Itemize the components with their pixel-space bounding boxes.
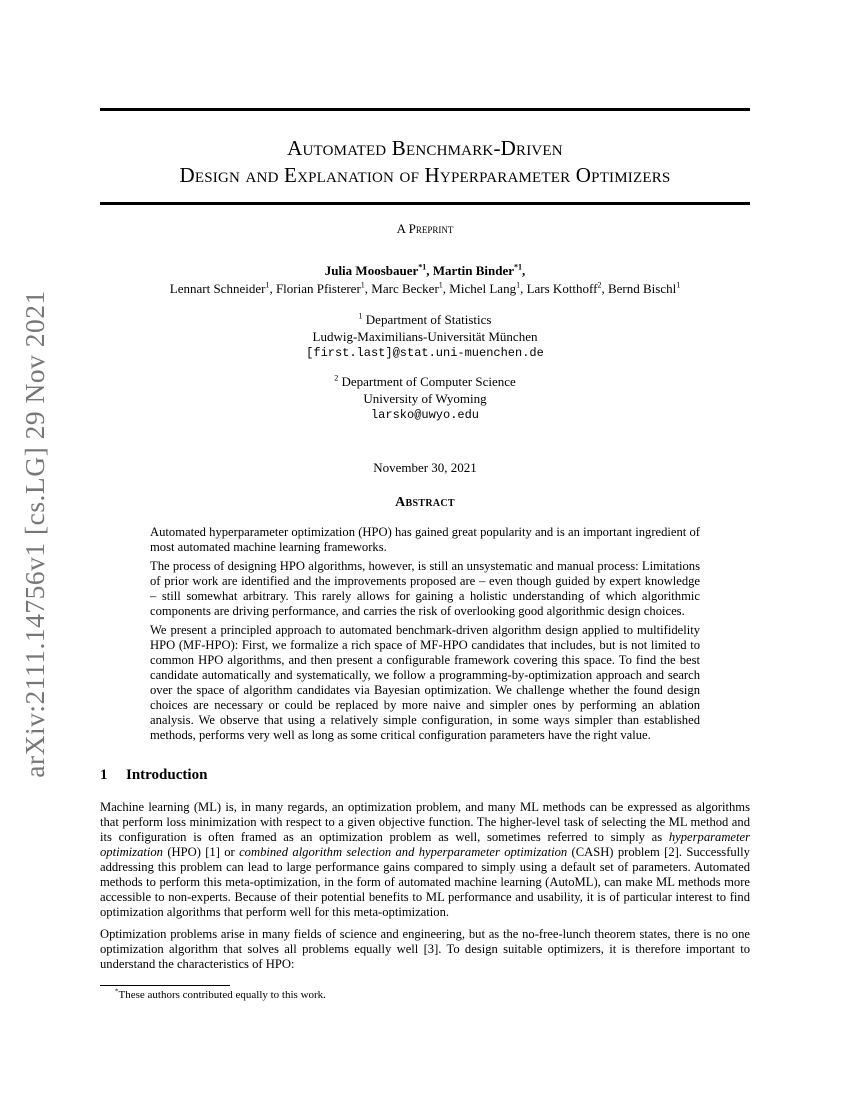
preprint-label: A Preprint bbox=[396, 221, 454, 236]
section-title: Introduction bbox=[126, 767, 208, 783]
footnote bbox=[115, 989, 326, 1001]
author-separator: , bbox=[442, 281, 450, 296]
affiliation-institution: University of Wyoming bbox=[363, 391, 487, 406]
affiliation-mark: 1 bbox=[358, 311, 363, 321]
author-mark: 2 bbox=[597, 280, 602, 290]
author-name: Bernd Bischl bbox=[607, 281, 677, 296]
body-paragraph bbox=[100, 800, 750, 920]
footnote-mark: * bbox=[115, 987, 119, 996]
affiliation-dept: Department of Computer Science bbox=[341, 374, 516, 389]
author-mark: 1 bbox=[516, 280, 521, 290]
body-text-run: (CASH) problem [2]. Successfully addressing this problem can lead to large performance gains compared to simply using a default set of parameters. Automated methods to perform this meta-optimization, in the form of automated machine learning (AutoML), can make ML methods more accessible to non-experts. Because of their potential benefits to ML performance and usability, it is of particular interest to find optimization algorithms that perform well for this meta-optimization. bbox=[100, 845, 750, 919]
author-separator: , bbox=[364, 281, 372, 296]
abstract-paragraph: The process of designing HPO algorithms, however, is still an unsystematic and manual process: Limitations of prior work are identified and the improvements proposed are – even though guided by expert knowledge – still somewhat arbitrary. This rarely allows for gaining a holistic understanding of which algorithmic components are driving performance, and carries the risk of overlooking good algorithmic design choices. bbox=[150, 559, 700, 618]
section-number: 1 bbox=[100, 767, 108, 783]
affiliation-1 bbox=[100, 311, 750, 362]
arxiv-stamp: arXiv:2111.14756v1 [cs.LG] 29 Nov 2021 bbox=[19, 290, 50, 778]
abstract-heading: Abstract bbox=[395, 495, 455, 510]
author-name: Michel Lang bbox=[449, 281, 517, 296]
author-name: Julia Moosbauer bbox=[324, 263, 419, 278]
body-paragraph: Optimization problems arise in many fields of science and engineering, but as the no-free-lunch theorem states, there is no one optimization algorithm that solves all problems equally well [3]. To design suitable optimizers, it is therefore important to understand the characteristics of HPO: bbox=[100, 927, 750, 971]
body-text-emphasis: combined algorithm selection and hyperparameter optimization bbox=[239, 845, 568, 859]
authors-main bbox=[100, 262, 750, 279]
author-separator: , bbox=[426, 263, 433, 278]
footnote-rule bbox=[100, 985, 230, 986]
affiliation-email[interactable]: [first.last]@stat.uni-muenchen.de bbox=[306, 346, 544, 360]
affiliation-2 bbox=[100, 373, 750, 424]
author-separator: , bbox=[520, 281, 527, 296]
body-text bbox=[100, 800, 750, 979]
author-mark: *1 bbox=[418, 262, 427, 272]
author-separator: , bbox=[269, 281, 276, 296]
author-mark: *1 bbox=[514, 262, 523, 272]
affiliation-institution: Ludwig-Maximilians-Universität München bbox=[312, 329, 538, 344]
title-rule-bottom bbox=[100, 202, 750, 205]
author-mark: 1 bbox=[676, 280, 681, 290]
affiliation-mark: 2 bbox=[334, 373, 339, 383]
author-name: Lennart Schneider bbox=[169, 281, 266, 296]
section-heading bbox=[100, 767, 207, 784]
author-mark: 1 bbox=[438, 280, 443, 290]
abstract-paragraph: We present a principled approach to automated benchmark-driven algorithm design applied to multifidelity HPO (MF-HPO): First, we formalize a rich space of MF-HPO candidates that includes, but is not limited to common HPO algorithms, and then present a configurable framework covering this space. To find the best candidate automatically and systematically, we follow a programming-by-optimization approach and search over the space of algorithm candidates via Bayesian optimization. We challenge whether the found design choices are necessary or could be replaced by more naive and simpler ones by performing an ablation analysis. We observe that using a relatively simple configuration, in some ways simpler than established methods, performs very well as long as some critical configuration parameters have the right value. bbox=[150, 623, 700, 742]
abstract-body bbox=[150, 525, 700, 747]
paper-title-line-2: Design and Explanation of Hyperparameter Optimizers bbox=[179, 163, 671, 187]
author-mark: 1 bbox=[265, 280, 270, 290]
author-mark: 1 bbox=[360, 280, 365, 290]
abstract-paragraph: Automated hyperparameter optimization (HPO) has gained great popularity and is an important ingredient of most automated machine learning frameworks. bbox=[150, 525, 700, 554]
body-text-emphasis: hyperparameter optimization bbox=[100, 830, 750, 859]
author-name: Florian Pfisterer bbox=[275, 281, 361, 296]
paper-title-line-1: Automated Benchmark-Driven bbox=[287, 136, 563, 160]
author-name: Lars Kotthoff bbox=[526, 281, 598, 296]
author-name: Marc Becker bbox=[371, 281, 439, 296]
body-text-run: (HPO) [1] or bbox=[162, 845, 240, 859]
authors-rest bbox=[100, 280, 750, 297]
author-separator: , bbox=[522, 263, 526, 278]
author-name: Martin Binder bbox=[432, 263, 515, 278]
title-rule-top bbox=[100, 108, 750, 111]
author-separator: , bbox=[601, 281, 608, 296]
footnote-text: These authors contributed equally to this work. bbox=[118, 989, 326, 1001]
body-text-run: Machine learning (ML) is, in many regards, an optimization problem, and many ML methods can be expressed as algorithms that perform loss minimization with respect to a given objective function. The higher-level task of selecting the ML method and its configuration is often framed as an optimization problem as well, sometimes referred to simply as bbox=[100, 800, 750, 844]
paper-date: November 30, 2021 bbox=[373, 460, 477, 475]
affiliation-dept: Department of Statistics bbox=[365, 312, 492, 327]
affiliation-email[interactable]: larsko@uwyo.edu bbox=[370, 408, 480, 422]
